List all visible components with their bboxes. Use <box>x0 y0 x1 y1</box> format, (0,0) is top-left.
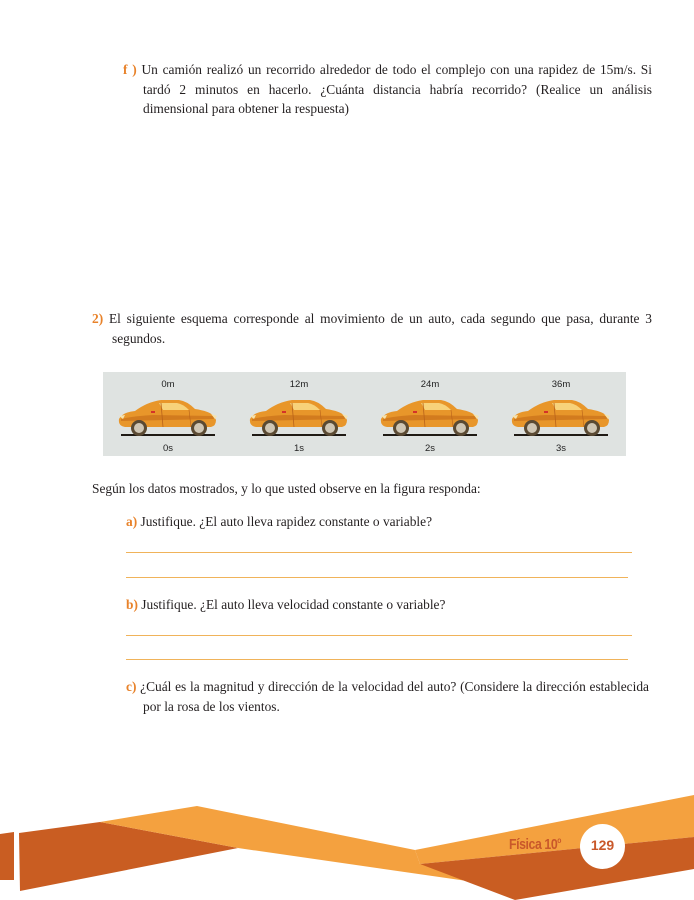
question-b <box>126 595 649 615</box>
car-icon <box>506 392 616 442</box>
time-label: 3s <box>555 443 567 454</box>
answer-line-a-2[interactable] <box>126 577 628 578</box>
question-a <box>126 512 649 532</box>
time-label: 2s <box>424 443 436 454</box>
frame-1 <box>234 372 364 456</box>
car-icon <box>375 392 485 442</box>
question-2 <box>92 309 652 348</box>
question-a-text: Justifique. ¿El auto lleva rapidez constante o variable? <box>140 514 433 529</box>
car-motion-figure <box>103 372 626 456</box>
question-a-label: a) <box>126 514 138 529</box>
distance-label: 0m <box>161 379 175 390</box>
time-label: 0s <box>162 443 174 454</box>
frame-0 <box>103 372 233 456</box>
question-f <box>123 60 652 119</box>
page-number: 129 <box>590 837 615 853</box>
question-c-text: ¿Cuál es la magnitud y dirección de la velocidad del auto? (Considere la dirección establecida por la rosa de los vientos. <box>140 679 649 714</box>
frame-2 <box>365 372 495 456</box>
question-b-text: Justifique. ¿El auto lleva velocidad constante o variable? <box>141 597 446 612</box>
question-b-label: b) <box>126 597 138 612</box>
grade-mark: o <box>557 836 561 845</box>
question-2-text: El siguiente esquema corresponde al movimiento de un auto, cada segundo que pasa, durante 3 segundos. <box>108 311 652 346</box>
answer-line-b-1[interactable] <box>126 635 632 636</box>
question-f-label: f ) <box>123 62 137 77</box>
subject-title <box>509 836 561 853</box>
time-label: 1s <box>293 443 305 454</box>
footer-left-tab <box>0 832 14 880</box>
distance-label: 12m <box>289 379 309 390</box>
distance-label: 24m <box>420 379 440 390</box>
subject-name: Física 10 <box>509 836 558 853</box>
answer-line-b-2[interactable] <box>126 659 628 660</box>
distance-label: 36m <box>551 379 571 390</box>
frame-3 <box>496 372 626 456</box>
car-icon <box>113 392 223 442</box>
instructions: Según los datos mostrados, y lo que usted observe en la figura responda: <box>92 481 481 496</box>
car-icon <box>244 392 354 442</box>
question-c <box>126 677 649 716</box>
question-f-text: Un camión realizó un recorrido alrededor de todo el complejo con una rapidez de 15m/s. Si tardó 2 minutos en hacerlo. ¿Cuánta distancia habría recorrido? (Realice un análisis dimensional para obtener la respuesta) <box>141 62 652 116</box>
question-c-label: c) <box>126 679 137 694</box>
answer-line-a-1[interactable] <box>126 552 632 553</box>
question-2-label: 2) <box>92 311 104 326</box>
